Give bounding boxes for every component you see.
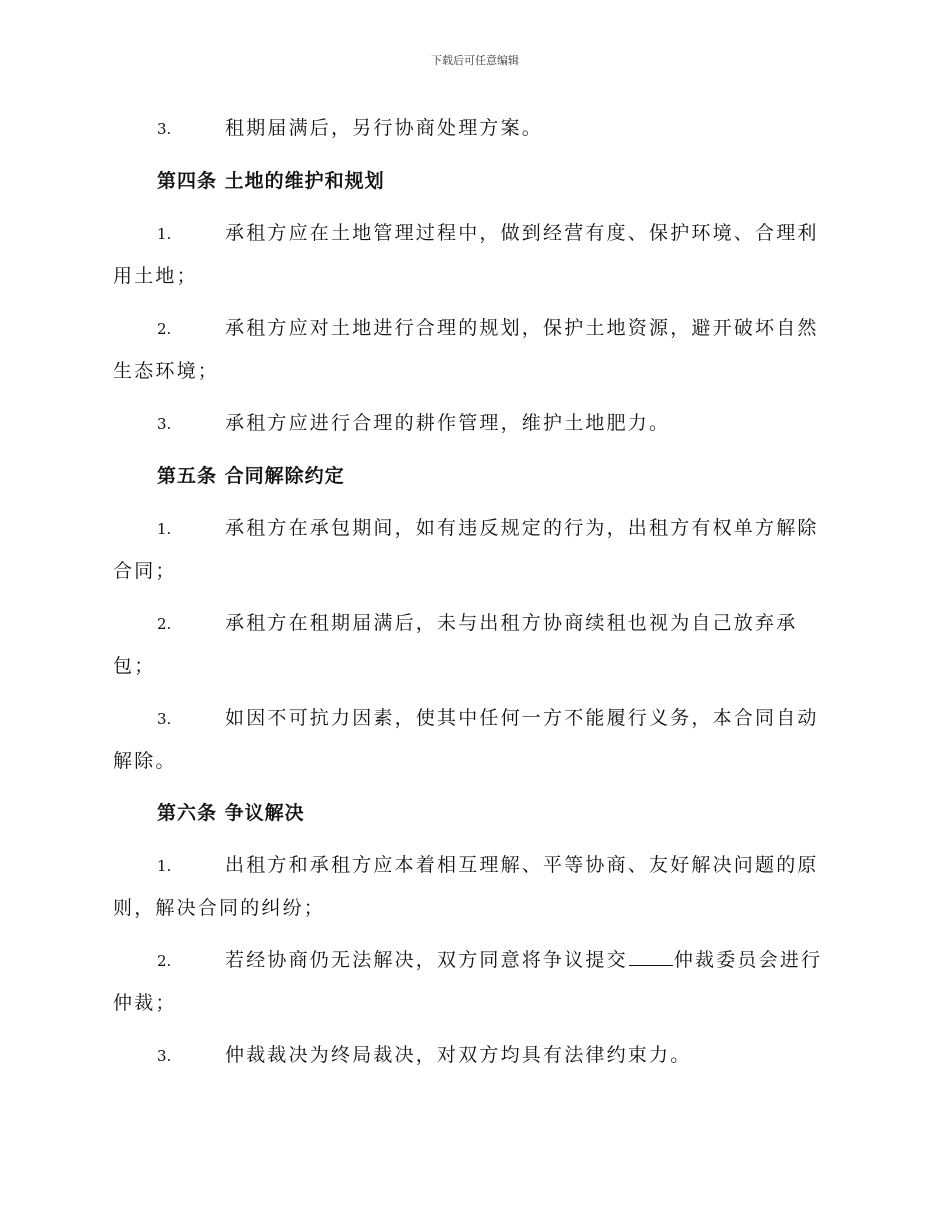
item-text-after-blank: 仲裁委员会进行仲裁；: [113, 949, 823, 1014]
item-number: 2.: [157, 320, 172, 338]
item-text: 仲裁裁决为终局裁决，对双方均具有法律约束力。: [225, 1044, 692, 1066]
clause-item: [113, 307, 837, 392]
item-text-before-blank: 若经协商仍无法解决，双方同意将争议提交: [225, 949, 628, 971]
item-number: 3.: [157, 415, 172, 433]
item-text: 承租方应对土地进行合理的规划，保护土地资源，避开破坏自然生态环境；: [113, 317, 819, 382]
clause-item: [113, 402, 837, 445]
item-number: 1.: [157, 225, 172, 243]
item-number: 3.: [157, 120, 172, 138]
section-heading: 第四条 土地的维护和规划: [157, 170, 385, 192]
item-text: 承租方应在土地管理过程中，做到经营有度、保护环境、合理利用土地；: [113, 222, 819, 287]
item-number: 2.: [157, 952, 172, 970]
item-number: 1.: [157, 857, 172, 875]
contract-body: [113, 107, 837, 1087]
page-header: 下载后可任意编辑: [431, 54, 519, 67]
item-number: 2.: [157, 615, 172, 633]
clause-item: [113, 1034, 837, 1077]
clause-item: [113, 939, 837, 1024]
item-number: 3.: [157, 1047, 172, 1065]
item-text: 出租方和承租方应本着相互理解、平等协商、友好解决问题的原则，解决合同的纠纷；: [113, 854, 819, 919]
section-heading: 第六条 争议解决: [157, 802, 305, 824]
section-heading: 第五条 合同解除约定: [157, 465, 345, 487]
fill-in-blank-line: [629, 949, 673, 966]
item-text: 承租方应进行合理的耕作管理，维护土地肥力。: [225, 412, 671, 434]
clause-item: [113, 212, 837, 297]
clause-item: [113, 844, 837, 929]
item-number: 1.: [157, 520, 172, 538]
clause-item: [113, 697, 837, 782]
item-number: 3.: [157, 710, 172, 728]
item-text: 承租方在承包期间，如有违反规定的行为，出租方有权单方解除合同；: [113, 517, 819, 582]
item-text: 如因不可抗力因素，使其中任何一方不能履行义务，本合同自动解除。: [113, 707, 819, 772]
clause-item: [113, 507, 837, 592]
clause-item: [113, 602, 837, 687]
item-text: 租期届满后，另行协商处理方案。: [225, 117, 544, 139]
item-text: 承租方在租期届满后，未与出租方协商续租也视为自己放弃承包；: [113, 612, 798, 677]
clause-item: [113, 107, 837, 150]
